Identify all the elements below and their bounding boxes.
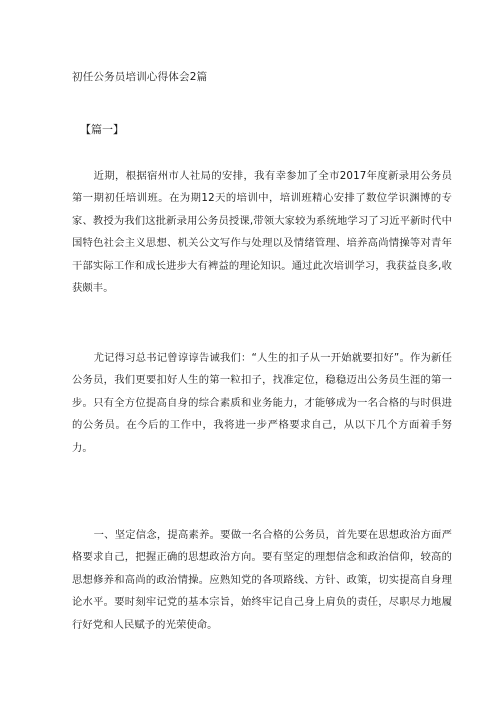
document-title: 初任公务员培训心得体会2篇: [72, 71, 208, 83]
section-heading: 【篇一】: [80, 123, 124, 136]
paragraph-2: 尤记得习总书记曾谆谆告诫我们：“人生的扣子从一开始就要扣好”。作为新任公务员，我们更要扣好人生的第一粒扣子，找准定位，稳稳迈出公务员生涯的第一步。只有全方位提高自身的综合素质和业务能力，才能够成为一名合格的与时俱进的公务员。在今后的工作中，我将进一步严格要求自己，从以下几个方面着手努力。: [72, 352, 452, 454]
paragraph-1: 近期，根据宿州市人社局的安排，我有幸参加了全市2017年度新录用公务员第一期初任培训班。在为期12天的培训中，培训班精心安排了数位学识渊博的专家、教授为我们这批新录用公务员授课,带领大家较为系统地学习了习近平新时代中国特色社会主义思想、机关公文写作与处理以及情绪管理、培养高尚情操等对青年干部实际工作和成长进步大有裨益的理论知识。通过此次培训学习，我获益良多,收获颇丰。: [72, 170, 452, 295]
paragraph-3: 一、坚定信念，提高素养。要做一名合格的公务员，首先要在思想政治方面严格要求自己，把握正确的思想政治方向。要有坚定的理想信念和政治信仰，较高的思想修养和高尚的政治情操。应熟知党的各项路线、方针、政策，切实提高自身理论水平。要时刻牢记党的基本宗旨，始终牢记自己身上肩负的责任，尽职尽力地履行好党和人民赋予的光荣使命。: [72, 529, 452, 631]
